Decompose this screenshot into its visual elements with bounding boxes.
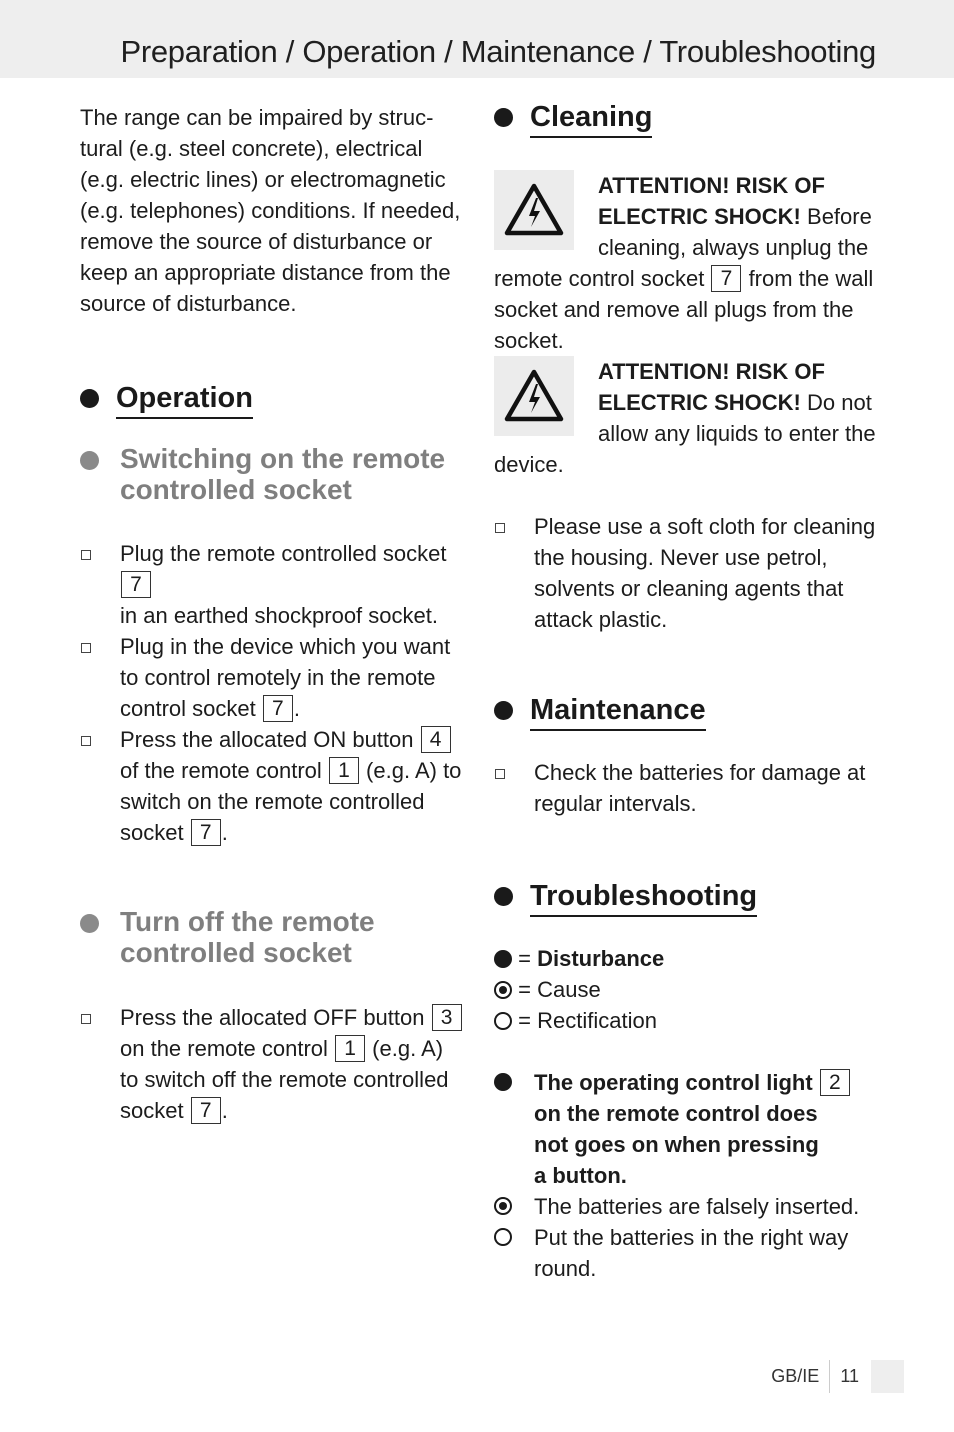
list-item [80, 538, 465, 631]
text-line: (e.g. electric lines) or electromagnetic [80, 167, 446, 192]
ref-number: 2 [820, 1069, 850, 1096]
step-text: regular intervals. [534, 791, 697, 816]
warning-title: ATTENTION! RISK OF [598, 173, 825, 198]
operation-heading-text: Operation [116, 382, 253, 414]
heading-underline [530, 729, 706, 731]
legend-rectification [494, 1005, 879, 1036]
page-tab-box [871, 1360, 904, 1393]
filled-circle-icon [494, 950, 512, 968]
checkbox-square-icon [495, 523, 505, 533]
heading-line: Switching on the remote [120, 443, 446, 474]
step-text: (e.g. A) [372, 1036, 444, 1061]
checkbox-square-icon [81, 643, 91, 653]
ref-number: 1 [329, 757, 359, 784]
step-text: to switch off the remote controlled [120, 1067, 449, 1092]
text-line: The range can be impaired by struc- [80, 105, 434, 130]
step-text: socket [120, 1098, 184, 1123]
step-text: on the remote control [120, 1036, 328, 1061]
warning-text: Do not [807, 390, 872, 415]
troubleshooting-heading-text: Troubleshooting [530, 880, 758, 912]
text-line: source of disturbance. [80, 291, 297, 316]
list-item [80, 631, 465, 724]
cause-text: The batteries are falsely inserted. [534, 1194, 860, 1219]
text-line: remove the source of disturbance or [80, 229, 433, 254]
ref-number: 4 [421, 726, 451, 753]
trouble-fix [494, 1222, 879, 1284]
warning-text: remote control socket [494, 266, 705, 291]
right-column [494, 100, 879, 1284]
step-text: socket [120, 820, 184, 845]
ref-number: 7 [191, 819, 221, 846]
bullet-icon [80, 914, 99, 933]
bullet-icon [494, 701, 513, 720]
step-text: (e.g. A) to [366, 758, 462, 783]
bullet-icon [494, 108, 513, 127]
step-text: Press the allocated OFF button [120, 1005, 425, 1030]
intro-paragraph [80, 102, 465, 319]
ref-number: 7 [263, 695, 293, 722]
step-text: switch on the remote controlled [120, 789, 425, 814]
symbol-legend [494, 943, 879, 1036]
warning-text: from the wall [748, 266, 874, 291]
switch-on-steps [80, 538, 465, 848]
step-text: to control remotely in the remote [120, 665, 436, 690]
text-line: tural (e.g. steel concrete), electrical [80, 136, 423, 161]
checkbox-square-icon [81, 736, 91, 746]
warning-unplug [494, 170, 879, 356]
troubleshooting-heading [494, 879, 879, 917]
ref-number: 3 [432, 1004, 462, 1031]
ring-icon [494, 1012, 512, 1030]
issue-text: a button. [534, 1163, 627, 1188]
warning-text: cleaning, always unplug the [598, 235, 869, 260]
switch-on-heading [80, 443, 465, 505]
text-line: (e.g. telephones) conditions. If needed, [80, 198, 461, 223]
operation-heading [80, 381, 465, 419]
step-text: Press the allocated ON button [120, 727, 414, 752]
fix-text: round. [534, 1256, 597, 1281]
warning-text: socket. [494, 328, 564, 353]
legend-equals: = [518, 977, 531, 1002]
ref-number: 7 [121, 571, 151, 598]
step-text: in an earthed shockproof socket. [120, 603, 438, 628]
switch-off-steps [80, 1002, 465, 1126]
heading-underline [116, 417, 253, 419]
ref-number: 7 [191, 1097, 221, 1124]
legend-label: Disturbance [537, 946, 665, 971]
step-text: solvents or cleaning agents that [534, 576, 844, 601]
step-text: Plug the remote controlled socket [120, 541, 447, 566]
step-text: . [293, 696, 300, 721]
fix-text: Put the batteries in the right way [534, 1225, 849, 1250]
page-number: 11 [840, 1366, 859, 1386]
trouble-cause [494, 1191, 879, 1222]
bullet-icon [80, 451, 99, 470]
maintenance-heading [494, 693, 879, 731]
warning-text: allow any liquids to enter the [598, 421, 876, 446]
warning-text: Before [807, 204, 872, 229]
step-text: attack plastic. [534, 607, 668, 632]
warning-liquids [494, 356, 879, 480]
legend-label: Rectification [537, 1008, 657, 1033]
step-text: Check the batteries for damage at [534, 760, 866, 785]
warning-title: ATTENTION! RISK OF [598, 359, 825, 384]
step-text: of the remote control [120, 758, 322, 783]
legend-cause [494, 974, 879, 1005]
ring-icon [494, 1228, 512, 1246]
list-item [494, 757, 879, 819]
ring-dot-icon [494, 981, 512, 999]
list-item [80, 1002, 465, 1126]
ring-dot-icon [494, 1197, 512, 1215]
footer-language: GB/IE [771, 1366, 820, 1386]
page-footer [771, 1360, 904, 1393]
electric-hazard-warning-icon [494, 356, 574, 436]
filled-circle-icon [494, 1073, 512, 1091]
heading-underline [530, 915, 757, 917]
cleaning-heading [494, 100, 879, 138]
step-text: the housing. Never use petrol, [534, 545, 828, 570]
warning-title: ELECTRIC SHOCK! [598, 204, 801, 229]
legend-equals: = [518, 946, 531, 971]
left-column [80, 102, 465, 1126]
heading-line: controlled socket [120, 937, 352, 968]
footer-divider [829, 1360, 830, 1393]
checkbox-square-icon [81, 550, 91, 560]
trouble-issue [494, 1067, 879, 1191]
ref-number: 1 [335, 1035, 365, 1062]
legend-label: Cause [537, 977, 601, 1002]
cleaning-heading-text: Cleaning [530, 101, 653, 133]
warning-text: socket and remove all plugs from the [494, 297, 854, 322]
step-text: . [221, 1098, 228, 1123]
warning-text: device. [494, 452, 564, 477]
issue-text: The operating control light [534, 1070, 813, 1095]
step-text: . [221, 820, 228, 845]
page-title: Preparation / Operation / Maintenance / Troubleshooting [120, 34, 876, 69]
step-text: Plug in the device which you want [120, 634, 451, 659]
step-text: Please use a soft cloth for cleaning [534, 514, 876, 539]
step-text: control socket [120, 696, 256, 721]
text-line: keep an appropriate distance from the [80, 260, 451, 285]
heading-underline [530, 136, 652, 138]
bullet-icon [80, 389, 99, 408]
maintenance-steps [494, 757, 879, 819]
bullet-icon [494, 887, 513, 906]
maintenance-heading-text: Maintenance [530, 694, 706, 726]
checkbox-square-icon [81, 1014, 91, 1024]
legend-equals: = [518, 1008, 531, 1033]
heading-line: Turn off the remote [120, 906, 375, 937]
heading-line: controlled socket [120, 474, 352, 505]
electric-hazard-warning-icon [494, 170, 574, 250]
switch-off-heading [80, 906, 465, 968]
ref-number: 7 [711, 265, 741, 292]
checkbox-square-icon [495, 769, 505, 779]
cleaning-steps [494, 511, 879, 635]
list-item [494, 511, 879, 635]
issue-text: not goes on when pressing [534, 1132, 819, 1157]
legend-disturbance [494, 943, 879, 974]
issue-text: on the remote control does [534, 1101, 818, 1126]
warning-title: ELECTRIC SHOCK! [598, 390, 801, 415]
list-item [80, 724, 465, 848]
